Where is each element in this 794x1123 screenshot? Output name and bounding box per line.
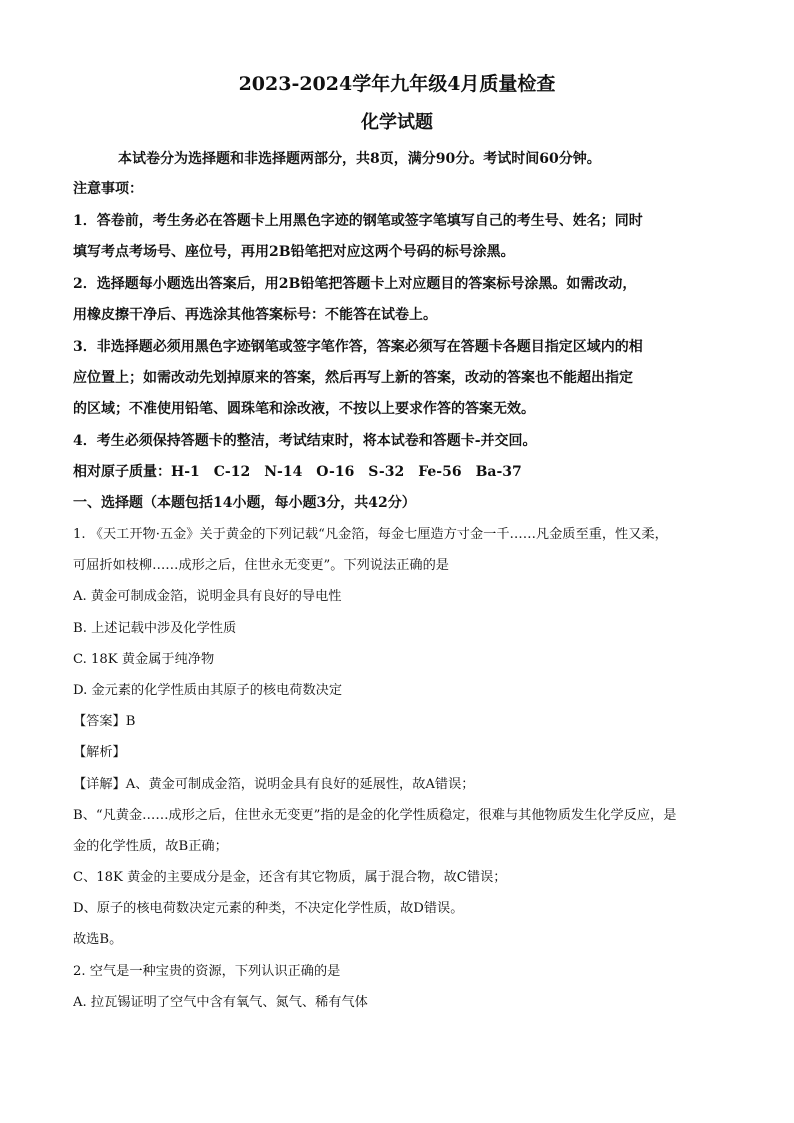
- q1-analysis-label: 【解析】: [73, 745, 126, 760]
- q2-option-a: A. 拉瓦锡证明了空气中含有氧气、氮气、稀有气体: [73, 995, 368, 1010]
- q1-stem-line-2: 可屈折如枝柳……成形之后，住世永无变更”。下列说法正确的是: [73, 558, 449, 573]
- notice-item-3-line-3: 的区域；不准使用铅笔、圆珠笔和涂改液，不按以上要求作答的答案无效。: [73, 401, 535, 417]
- q1-conclusion: 故选B。: [73, 932, 123, 947]
- notice-item-2-line-1: 2．选择题每小题选出答案后，用2B铅笔把答题卡上对应题目的答案标号涂黑。如需改动，: [73, 276, 637, 292]
- q1-detail-line-3: 金的化学性质，故B正确；: [73, 839, 228, 854]
- q1-option-b: B. 上述记载中涉及化学性质: [73, 621, 237, 636]
- subject-title: 化学试题: [361, 112, 433, 133]
- intro-text: 本试卷分为选择题和非选择题两部分，共8页，满分90分。考试时间60分钟。: [118, 151, 601, 167]
- notice-item-1-line-1: 1．答卷前，考生务必在答题卡上用黑色字迹的钢笔或签字笔填写自己的考生号、姓名；同时: [73, 213, 643, 229]
- q1-option-c: C. 18K 黄金属于纯净物: [73, 652, 215, 667]
- section-1-heading: 一、选择题（本题包括14小题，每小题3分，共42分）: [73, 495, 416, 511]
- q1-option-a: A. 黄金可制成金箔，说明金具有良好的导电性: [73, 589, 342, 604]
- q1-detail-line-5: D、原子的核电荷数决定元素的种类，不决定化学性质，故D错误。: [73, 901, 464, 916]
- atomic-mass-line: 相对原子质量：H-1 C-12 N-14 O-16 S-32 Fe-56 Ba-37: [73, 464, 522, 480]
- exam-title: 2023-2024学年九年级4月质量检查: [238, 73, 556, 95]
- notice-item-2-line-2: 用橡皮擦干净后、再选涂其他答案标号：不能答在试卷上。: [73, 307, 437, 323]
- q2-stem: 2. 空气是一种宝贵的资源，下列认识正确的是: [73, 964, 341, 979]
- q1-detail-line-2: B、“凡黄金……成形之后，住世永无变更”指的是金的化学性质稳定，很难与其他物质发生化学反应，是: [73, 808, 677, 823]
- notice-item-3-line-1: 3．非选择题必须用黑色字迹钢笔或签字笔作答，答案必须写在答题卡各题目指定区域内的相: [73, 339, 643, 355]
- notice-item-4: 4．考生必须保持答题卡的整洁，考试结束时，将本试卷和答题卡-并交回。: [73, 433, 537, 449]
- notice-heading: 注意事项：: [73, 181, 143, 197]
- q1-stem-line-1: 1. 《天工开物·五金》关于黄金的下列记载“凡金箔，每金七厘造方寸金一千……凡金质至重，性又柔，: [73, 527, 668, 542]
- notice-item-1-line-2: 填写考点考场号、座位号，再用2B铅笔把对应这两个号码的标号涂黑。: [73, 244, 515, 260]
- q1-answer: 【答案】B: [73, 714, 136, 729]
- q1-detail-line-1: 【详解】A、黄金可制成金箔，说明金具有良好的延展性，故A错误；: [73, 777, 475, 792]
- q1-detail-line-4: C、18K 黄金的主要成分是金，还含有其它物质，属于混合物，故C错误；: [73, 870, 507, 885]
- notice-item-3-line-2: 应位置上；如需改动先划掉原来的答案，然后再写上新的答案，改动的答案也不能超出指定: [73, 370, 633, 386]
- q1-option-d: D. 金元素的化学性质由其原子的核电荷数决定: [73, 683, 343, 698]
